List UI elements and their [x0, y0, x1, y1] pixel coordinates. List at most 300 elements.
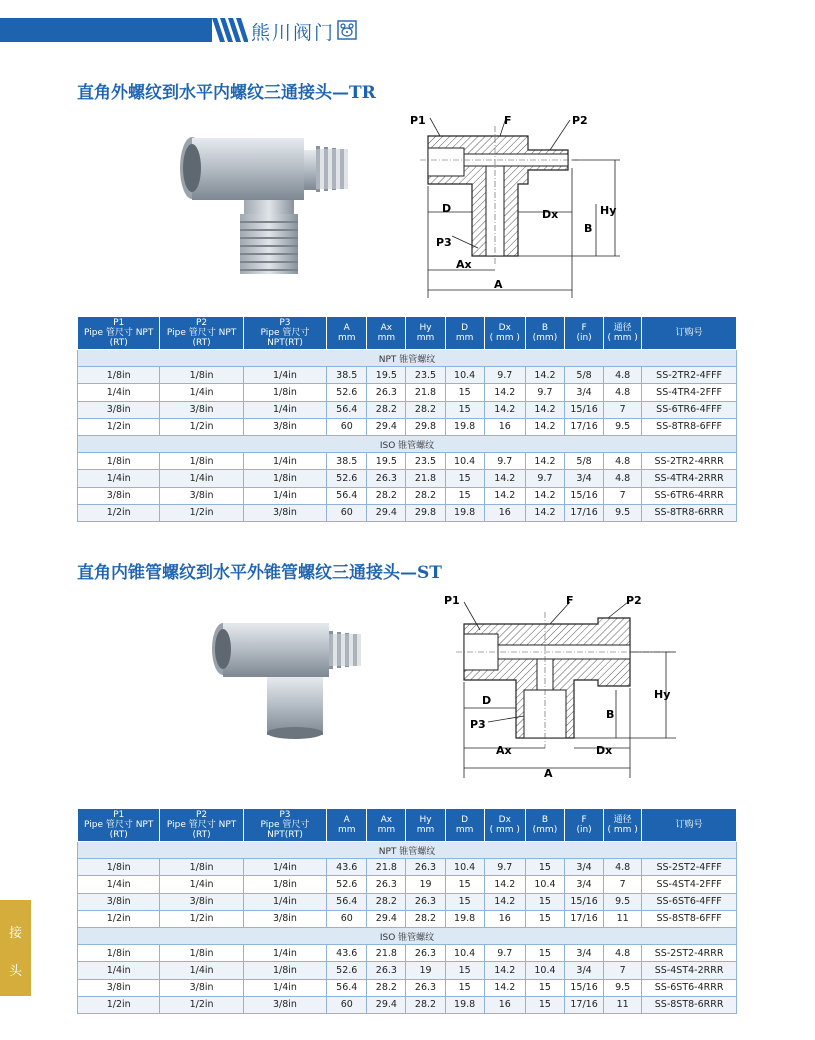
table-cell: 1/4in [78, 384, 160, 401]
table-cell: 3/8in [243, 418, 326, 435]
table-cell: 15 [445, 979, 484, 996]
table-cell: 14.2 [525, 504, 564, 521]
table-cell: 1/8in [160, 367, 243, 384]
table-row [78, 487, 737, 504]
table-cell: 15 [525, 996, 564, 1013]
table-cell: 26.3 [367, 470, 406, 487]
table-cell: 3/4 [565, 962, 604, 979]
table-cell: 10.4 [445, 859, 484, 876]
table-cell: 1/2in [78, 504, 160, 521]
table-cell: 1/4in [243, 979, 326, 996]
table-cell: 9.7 [484, 453, 525, 470]
table-cell: 10.4 [525, 876, 564, 893]
column-header-unit: mm [337, 333, 356, 343]
table-cell: 14.2 [484, 470, 525, 487]
table-cell: 16 [484, 418, 525, 435]
column-header-unit: mm [377, 333, 396, 343]
column-header-top: D [461, 323, 469, 333]
column-header [525, 317, 564, 350]
table-cell: 3/8in [243, 996, 326, 1013]
table-cell: SS-6TR6-4FFF [642, 401, 737, 418]
table-cell: 56.4 [327, 979, 367, 996]
section-title-tr: 直角外螺纹到水平内螺纹三通接头—TR [77, 83, 376, 103]
side-category-tab [0, 900, 31, 996]
table-cell: 9.5 [604, 418, 642, 435]
table-cell: 28.2 [406, 910, 445, 927]
table-cell: 14.2 [484, 384, 525, 401]
table-cell: 38.5 [327, 453, 367, 470]
tr-label-hy: Hy [600, 204, 617, 217]
table-cell: 21.8 [367, 945, 406, 962]
table-cell: 15 [445, 876, 484, 893]
st-label-p2: P2 [626, 594, 642, 607]
table-cell: 60 [327, 418, 367, 435]
column-header-unit: (mm) [532, 825, 558, 835]
table-cell: 15 [445, 962, 484, 979]
table-cell: 14.2 [484, 979, 525, 996]
column-header-unit: (mm) [532, 333, 558, 343]
header-stripes-icon [212, 14, 248, 44]
table-cell: 9.7 [484, 945, 525, 962]
table-cell: 3/8in [78, 401, 160, 418]
table-cell: 14.2 [484, 893, 525, 910]
table-cell: SS-2ST2-4FFF [642, 859, 737, 876]
table-cell: 60 [327, 996, 367, 1013]
table-row [78, 504, 737, 521]
table-cell: SS-6ST6-4RRR [642, 979, 737, 996]
table-cell: 14.2 [525, 487, 564, 504]
table-cell: 9.7 [525, 470, 564, 487]
table-cell: 1/4in [243, 401, 326, 418]
column-header [642, 317, 737, 350]
table-cell: 1/8in [243, 962, 326, 979]
table-cell: 3/8in [78, 487, 160, 504]
table-cell: 9.5 [604, 504, 642, 521]
table-cell: SS-8TR8-6FFF [642, 418, 737, 435]
column-header-top: B [541, 323, 549, 333]
table-cell: 28.2 [406, 401, 445, 418]
bear-logo-icon [337, 19, 357, 41]
column-header-top: A [343, 815, 350, 825]
table-cell: 15 [445, 384, 484, 401]
table-cell: 19.8 [445, 418, 484, 435]
table-cell: 52.6 [327, 470, 367, 487]
column-header [604, 809, 642, 842]
table-cell: 9.7 [484, 367, 525, 384]
st-label-p1: P1 [444, 594, 460, 607]
table-cell: 14.2 [525, 453, 564, 470]
column-header [78, 809, 160, 842]
table-row [78, 945, 737, 962]
table-cell: 1/4in [243, 945, 326, 962]
column-header-unit: mm [416, 825, 435, 835]
table-cell: SS-4ST4-2FFF [642, 876, 737, 893]
brand-name: 熊川阀门 [251, 22, 336, 44]
table-cell: 14.2 [484, 962, 525, 979]
table-cell: 14.2 [525, 418, 564, 435]
column-header-top: Hy [419, 323, 432, 333]
table-cell: 15 [525, 893, 564, 910]
table-cell: SS-2ST2-4RRR [642, 945, 737, 962]
table-cell: 4.8 [604, 470, 642, 487]
table-cell: 19.5 [367, 453, 406, 470]
table-row [78, 384, 737, 401]
table-cell: 29.4 [367, 418, 406, 435]
table-cell: 4.8 [604, 384, 642, 401]
column-header-top: Ax [380, 323, 393, 333]
table-cell: 15 [445, 401, 484, 418]
table-cell: 60 [327, 910, 367, 927]
table-cell: 1/4in [78, 876, 160, 893]
table-cell: 17/16 [565, 910, 604, 927]
table-cell: 28.2 [406, 487, 445, 504]
column-header-top: P3 [279, 810, 291, 820]
table-row [78, 979, 737, 996]
table-cell: 28.2 [367, 401, 406, 418]
table-cell: 14.2 [525, 367, 564, 384]
table-cell: 19 [406, 876, 445, 893]
column-header-top: F [581, 323, 587, 333]
column-header-top: Dx [498, 323, 511, 333]
table-cell: 10.4 [445, 453, 484, 470]
table-cell: 9.5 [604, 979, 642, 996]
table-cell: 56.4 [327, 487, 367, 504]
table-cell: 1/2in [78, 418, 160, 435]
column-header-unit: mm [416, 333, 435, 343]
table-cell: 17/16 [565, 504, 604, 521]
column-header-top: P2 [195, 318, 208, 328]
table-cell: 14.2 [525, 401, 564, 418]
tr-label-p3: P3 [436, 236, 452, 249]
table-cell: 1/4in [160, 876, 243, 893]
table-cell: SS-4ST4-2RRR [642, 962, 737, 979]
column-header [406, 809, 445, 842]
table-cell: 15/16 [565, 979, 604, 996]
column-header-unit: (in) [576, 825, 592, 835]
table-cell: 15/16 [565, 487, 604, 504]
table-cell: 1/8in [243, 876, 326, 893]
table-cell: 10.4 [525, 962, 564, 979]
table-cell: 56.4 [327, 401, 367, 418]
column-header-top: F [581, 815, 587, 825]
table-cell: 26.3 [406, 893, 445, 910]
table-cell: 3/8in [160, 893, 243, 910]
column-header [78, 317, 160, 350]
table-cell: 16 [484, 910, 525, 927]
table-cell: 3/4 [565, 384, 604, 401]
table-cell: 15 [525, 945, 564, 962]
table-cell: 1/8in [160, 453, 243, 470]
table-cell: 28.2 [367, 487, 406, 504]
table-cell: 3/8in [160, 401, 243, 418]
table-cell: SS-2TR2-4FFF [642, 367, 737, 384]
table-cell: 3/4 [565, 859, 604, 876]
table-cell: 1/8in [243, 384, 326, 401]
table-cell: SS-6ST6-4FFF [642, 893, 737, 910]
table-cell: 43.6 [327, 859, 367, 876]
table-cell: 3/8in [243, 910, 326, 927]
table-row [78, 453, 737, 470]
column-header-unit: mm [377, 825, 396, 835]
table-cell: 1/8in [78, 945, 160, 962]
table-cell: SS-2TR2-4RRR [642, 453, 737, 470]
table-cell: 15/16 [565, 401, 604, 418]
column-header-unit: mm [337, 825, 356, 835]
table-cell: 1/8in [78, 367, 160, 384]
table-cell: 9.7 [484, 859, 525, 876]
table-cell: 1/4in [243, 893, 326, 910]
side-tab-char: 接 [8, 926, 22, 941]
column-header-unit: ( mm ) [607, 333, 638, 343]
table-cell: 5/8 [565, 367, 604, 384]
table-cell: SS-4TR4-2FFF [642, 384, 737, 401]
table-cell: 16 [484, 996, 525, 1013]
table-cell: 1/2in [160, 418, 243, 435]
thread-type-label: ISO 锥管螺纹 [78, 435, 737, 452]
column-header [445, 317, 484, 350]
table-cell: 3/4 [565, 945, 604, 962]
table-cell: 26.3 [406, 979, 445, 996]
column-header-unit: Pipe 管尺寸 NPT(RT) [260, 820, 310, 840]
table-cell: 1/4in [160, 962, 243, 979]
column-header-top: 订购号 [675, 328, 703, 338]
table-cell: 3/4 [565, 876, 604, 893]
table-cell: 43.6 [327, 945, 367, 962]
column-header-unit: Pipe 管尺寸 NPT (RT) [84, 328, 154, 348]
column-header [484, 317, 525, 350]
table-cell: 14.2 [484, 487, 525, 504]
column-header-top: 通径 [613, 323, 632, 333]
column-header [565, 317, 604, 350]
column-header [525, 809, 564, 842]
table-cell: 7 [604, 487, 642, 504]
table-cell: 19 [406, 962, 445, 979]
column-header-unit: Pipe 管尺寸 NPT (RT) [166, 820, 237, 840]
table-cell: 10.4 [445, 367, 484, 384]
table-cell: 28.2 [406, 996, 445, 1013]
table-cell: 21.8 [406, 384, 445, 401]
column-header [243, 317, 326, 350]
column-header [367, 317, 406, 350]
table-cell: 15 [445, 487, 484, 504]
table-cell: 11 [604, 996, 642, 1013]
st-label-dx: Dx [596, 744, 613, 757]
column-header-unit: mm [455, 825, 474, 835]
column-header-top: Ax [380, 815, 393, 825]
tr-dimension-drawing [400, 108, 625, 300]
column-header-top: 订购号 [675, 820, 703, 830]
table-header-row [78, 809, 737, 842]
table-cell: 3/8in [78, 893, 160, 910]
table-row [78, 401, 737, 418]
table-cell: 5/8 [565, 453, 604, 470]
table-cell: 9.5 [604, 893, 642, 910]
table-cell: 1/8in [160, 859, 243, 876]
side-tab-char: 头 [8, 964, 22, 979]
column-header-unit: Pipe 管尺寸 NPT (RT) [84, 820, 154, 840]
tr-label-a: A [494, 278, 503, 291]
tr-label-p2: P2 [572, 114, 588, 127]
st-dimension-drawing [440, 590, 680, 780]
table-cell: 26.3 [406, 859, 445, 876]
column-header-top: P1 [113, 318, 125, 328]
table-cell: 19.8 [445, 910, 484, 927]
tr-label-d: D [442, 202, 452, 215]
st-spec-table [77, 808, 737, 1014]
st-label-f: F [566, 594, 574, 607]
header-bar [0, 18, 212, 42]
table-cell: SS-8TR8-6RRR [642, 504, 737, 521]
column-header-unit: Pipe 管尺寸 NPT (RT) [166, 328, 237, 348]
table-cell: 15 [525, 910, 564, 927]
table-cell: 17/16 [565, 418, 604, 435]
table-row [78, 876, 737, 893]
column-header-top: Hy [419, 815, 432, 825]
column-header-top: D [461, 815, 469, 825]
table-cell: 1/4in [78, 470, 160, 487]
table-cell: 38.5 [327, 367, 367, 384]
column-header-top: P3 [279, 318, 291, 328]
table-cell: 11 [604, 910, 642, 927]
table-cell: SS-8ST8-6RRR [642, 996, 737, 1013]
table-cell: SS-8ST8-6FFF [642, 910, 737, 927]
st-label-b: B [606, 708, 615, 721]
table-cell: 1/8in [243, 470, 326, 487]
column-header [327, 809, 367, 842]
table-cell: 4.8 [604, 945, 642, 962]
table-cell: 15/16 [565, 893, 604, 910]
st-label-ax: Ax [496, 744, 512, 757]
st-label-hy: Hy [654, 688, 671, 701]
table-cell: 1/2in [160, 910, 243, 927]
column-header [406, 317, 445, 350]
st-label-a: A [544, 767, 553, 780]
thread-type-label: ISO 锥管螺纹 [78, 927, 737, 944]
table-cell: 7 [604, 962, 642, 979]
table-cell: 29.8 [406, 418, 445, 435]
column-header-top: P1 [113, 810, 125, 820]
table-cell: 1/8in [78, 859, 160, 876]
column-header [160, 809, 243, 842]
table-row [78, 470, 737, 487]
tr-product-photo [170, 130, 370, 290]
table-cell: 3/4 [565, 470, 604, 487]
column-header [642, 809, 737, 842]
section-title-st: 直角内锥管螺纹到水平外锥管螺纹三通接头—ST [77, 563, 442, 583]
column-header [484, 809, 525, 842]
table-cell: 14.2 [484, 401, 525, 418]
table-cell: 15 [525, 859, 564, 876]
table-cell: 29.8 [406, 504, 445, 521]
st-label-d: D [482, 694, 492, 707]
section-row [78, 842, 737, 859]
tr-label-p1: P1 [410, 114, 426, 127]
table-cell: SS-6TR6-4RRR [642, 487, 737, 504]
table-cell: 21.8 [406, 470, 445, 487]
column-header-unit: (in) [576, 333, 592, 343]
column-header [367, 809, 406, 842]
table-cell: 29.4 [367, 996, 406, 1013]
table-cell: 4.8 [604, 453, 642, 470]
column-header-top: B [541, 815, 549, 825]
table-cell: 1/4in [243, 367, 326, 384]
table-cell: 16 [484, 504, 525, 521]
column-header [604, 317, 642, 350]
table-cell: 21.8 [367, 859, 406, 876]
table-cell: 1/2in [78, 910, 160, 927]
table-cell: 1/2in [160, 996, 243, 1013]
table-cell: 1/4in [160, 384, 243, 401]
table-cell: 19.8 [445, 996, 484, 1013]
table-cell: 29.4 [367, 910, 406, 927]
table-row [78, 859, 737, 876]
section-row [78, 927, 737, 944]
table-cell: 26.3 [367, 384, 406, 401]
tr-label-f: F [504, 114, 512, 127]
tr-label-ax: Ax [456, 258, 472, 271]
table-cell: 1/4in [243, 453, 326, 470]
table-cell: 3/8in [243, 504, 326, 521]
column-header-top: P2 [195, 810, 208, 820]
column-header-unit: Pipe 管尺寸 NPT(RT) [260, 328, 310, 348]
tr-label-dx: Dx [542, 208, 559, 221]
table-cell: 23.5 [406, 453, 445, 470]
table-cell: 28.2 [367, 979, 406, 996]
table-row [78, 367, 737, 384]
table-cell: 10.4 [445, 945, 484, 962]
table-cell: 7 [604, 876, 642, 893]
table-row [78, 418, 737, 435]
table-cell: 1/2in [78, 996, 160, 1013]
table-cell: 1/4in [243, 859, 326, 876]
table-cell: 52.6 [327, 384, 367, 401]
table-cell: 56.4 [327, 893, 367, 910]
table-cell: 52.6 [327, 876, 367, 893]
table-cell: 15 [525, 979, 564, 996]
table-cell: 26.3 [367, 962, 406, 979]
table-cell: 1/4in [243, 487, 326, 504]
table-cell: 4.8 [604, 367, 642, 384]
tr-label-b: B [584, 222, 593, 235]
table-row [78, 996, 737, 1013]
st-label-p3: P3 [470, 718, 486, 731]
table-cell: 19.8 [445, 504, 484, 521]
section-row [78, 350, 737, 367]
column-header-top: Dx [498, 815, 511, 825]
tr-spec-table [77, 316, 737, 522]
column-header-unit: mm [455, 333, 474, 343]
table-row [78, 910, 737, 927]
column-header-unit: ( mm ) [489, 333, 520, 343]
column-header-top: A [343, 323, 350, 333]
table-cell: 23.5 [406, 367, 445, 384]
table-cell: 17/16 [565, 996, 604, 1013]
column-header [327, 317, 367, 350]
table-cell: SS-4TR4-2RRR [642, 470, 737, 487]
thread-type-label: NPT 锥管螺纹 [78, 350, 737, 367]
table-cell: 1/2in [160, 504, 243, 521]
column-header-unit: ( mm ) [607, 825, 638, 835]
st-product-photo [205, 615, 395, 745]
table-cell: 7 [604, 401, 642, 418]
table-cell: 3/8in [160, 979, 243, 996]
table-cell: 14.2 [484, 876, 525, 893]
table-cell: 1/8in [78, 453, 160, 470]
table-cell: 26.3 [406, 945, 445, 962]
table-row [78, 962, 737, 979]
table-cell: 1/4in [160, 470, 243, 487]
column-header [445, 809, 484, 842]
